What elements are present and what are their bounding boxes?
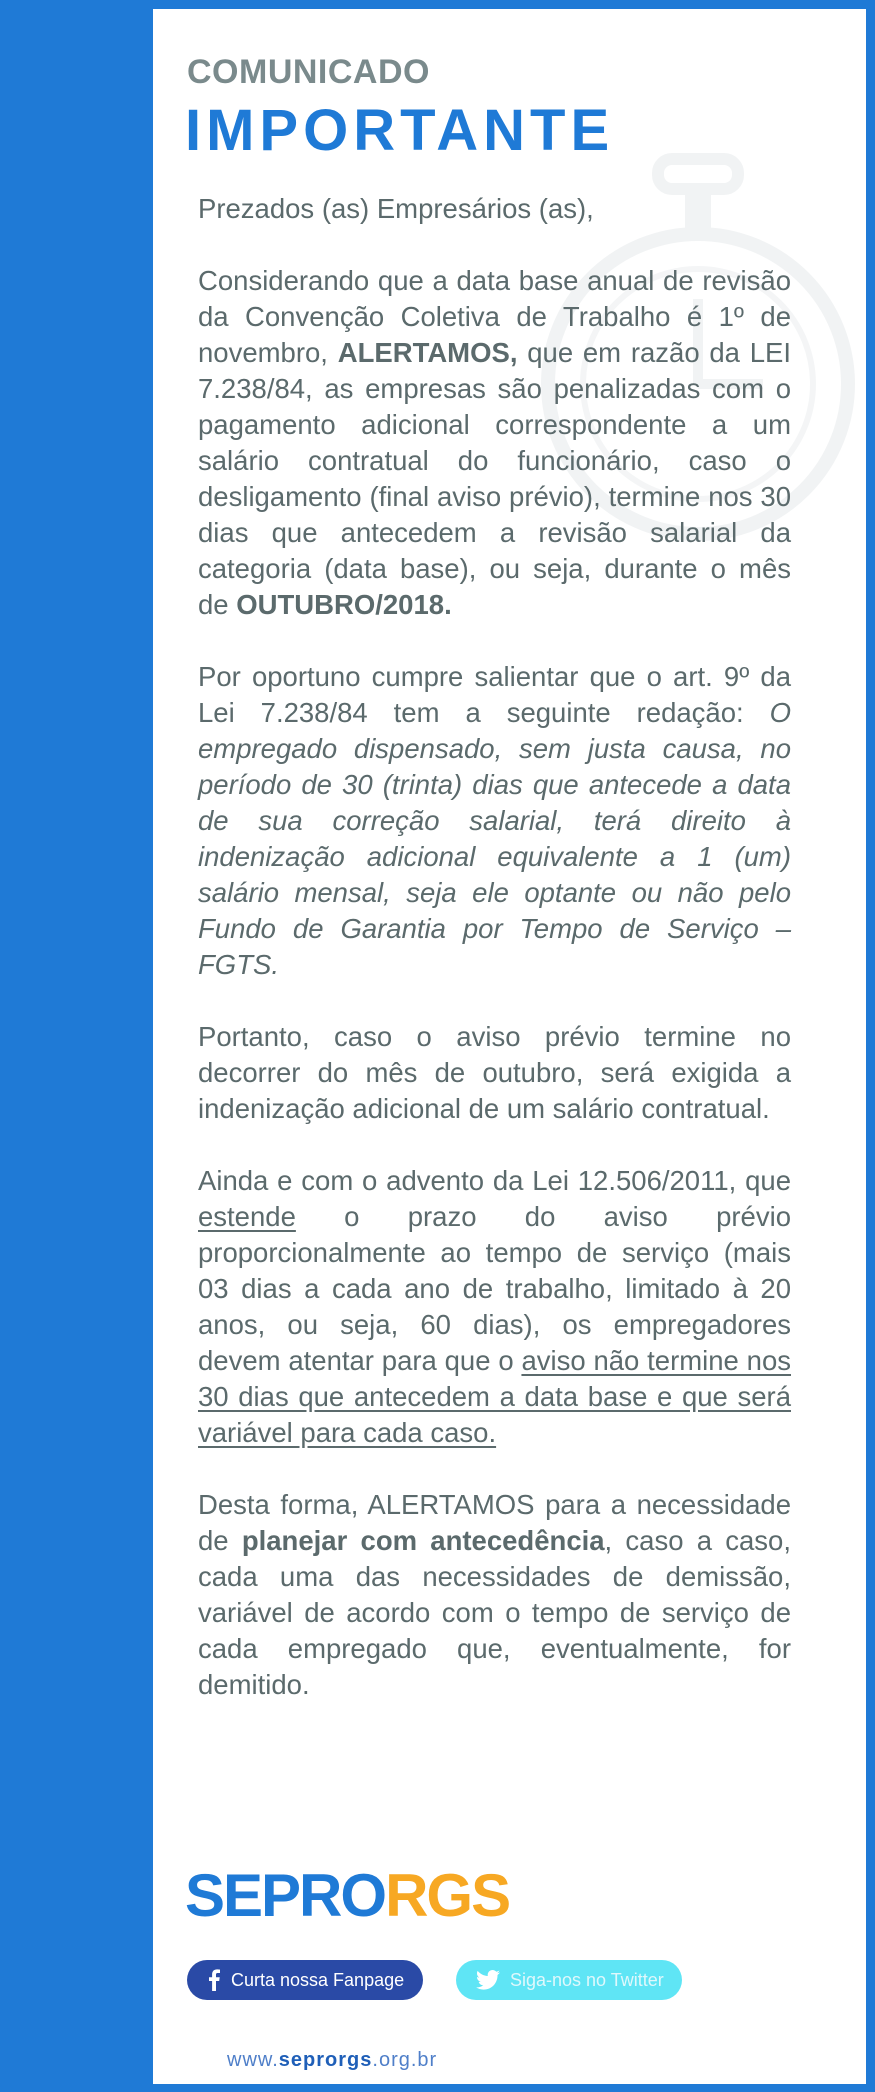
p5-text-a: Desta forma, ALERTAMOS para a necessidade de <box>198 1489 791 1556</box>
p4-text-b: o prazo do aviso prévio proporcionalmente ao tempo de serviço (mais 03 dias a cada ano de trabalho, limitado à 20 anos, ou seja, 60 dias), os empregadores devem atentar para que o <box>198 1201 792 1376</box>
header-comunicado: COMUNICADO <box>187 53 430 91</box>
p4-underline-estende: estende <box>198 1201 296 1232</box>
seprorgs-logo <box>185 1861 509 1930</box>
p1-text-b: que em razão da LEI 7.238/84, as empresas são penalizadas com o pagamento adicional correspondente a um salário contratual do funcionário, caso o desligamento (final aviso prévio), termine nos 30 dias que antecedem a revisão salarial da categoria (data base), ou seja, durante o mês de <box>198 337 792 620</box>
p4-underline-warning: aviso não termine nos 30 dias que antecedem a data base e que será variável para cada caso. <box>198 1345 791 1448</box>
greeting: Prezados (as) Empresários (as), <box>198 193 594 224</box>
facebook-icon <box>207 1969 221 1991</box>
announcement-body <box>198 191 791 1739</box>
p2-quote: O empregado dispensado, sem justa causa, no período de 30 (trinta) dias que antecede a data de sua correção salarial, terá direito à indenização adicional equivalente a 1 (um) salário mensal, seja ele optante ou não pelo Fundo de Garantia por Tempo de Serviço – FGTS. <box>198 697 792 980</box>
logo-rgs: RGS <box>385 1862 510 1929</box>
facebook-fanpage-button[interactable] <box>187 1960 423 2000</box>
p1-month: OUTUBRO/2018. <box>236 589 452 620</box>
facebook-button-label: Curta nossa Fanpage <box>231 1969 405 1990</box>
twitter-button-label: Siga-nos no Twitter <box>510 1969 664 1990</box>
paragraph-3: Portanto, caso o aviso prévio termine no decorrer do mês de outubro, será exigida a indenização adicional de um salário contratual. <box>198 1021 791 1124</box>
twitter-icon <box>476 1970 500 1990</box>
logo-sepro: SEPRO <box>185 1862 386 1929</box>
site-www: www. <box>227 2049 279 2071</box>
site-tld: .org.br <box>372 2049 438 2071</box>
p1-text-a: Considerando que a data base anual de revisão da Convenção Coletiva de Trabalho é 1º de novembro, <box>198 265 791 368</box>
p5-text-b: , caso a caso, cada uma das necessidades de demissão, variável de acordo com o tempo de serviço de cada empregado que, eventualmente, for demitido. <box>198 1525 791 1700</box>
paragraph-5 <box>198 1487 791 1703</box>
p5-bold: planejar com antecedência <box>241 1525 605 1556</box>
p1-alert: ALERTAMOS, <box>337 337 518 368</box>
announcement-card <box>153 9 866 2084</box>
paragraph-1 <box>198 263 791 623</box>
p2-text-a: Por oportuno cumpre salientar que o art. 9º da Lei 7.238/84 tem a seguinte redação: <box>198 661 791 728</box>
paragraph-4 <box>198 1163 791 1451</box>
twitter-follow-button[interactable] <box>456 1960 682 2000</box>
p4-text-a: Ainda e com o advento da Lei 12.506/2011, que <box>198 1165 791 1196</box>
header-importante: IMPORTANTE <box>185 98 615 163</box>
paragraph-2 <box>198 659 791 983</box>
site-domain: seprorgs <box>278 2049 373 2071</box>
website-link[interactable] <box>227 2049 437 2072</box>
